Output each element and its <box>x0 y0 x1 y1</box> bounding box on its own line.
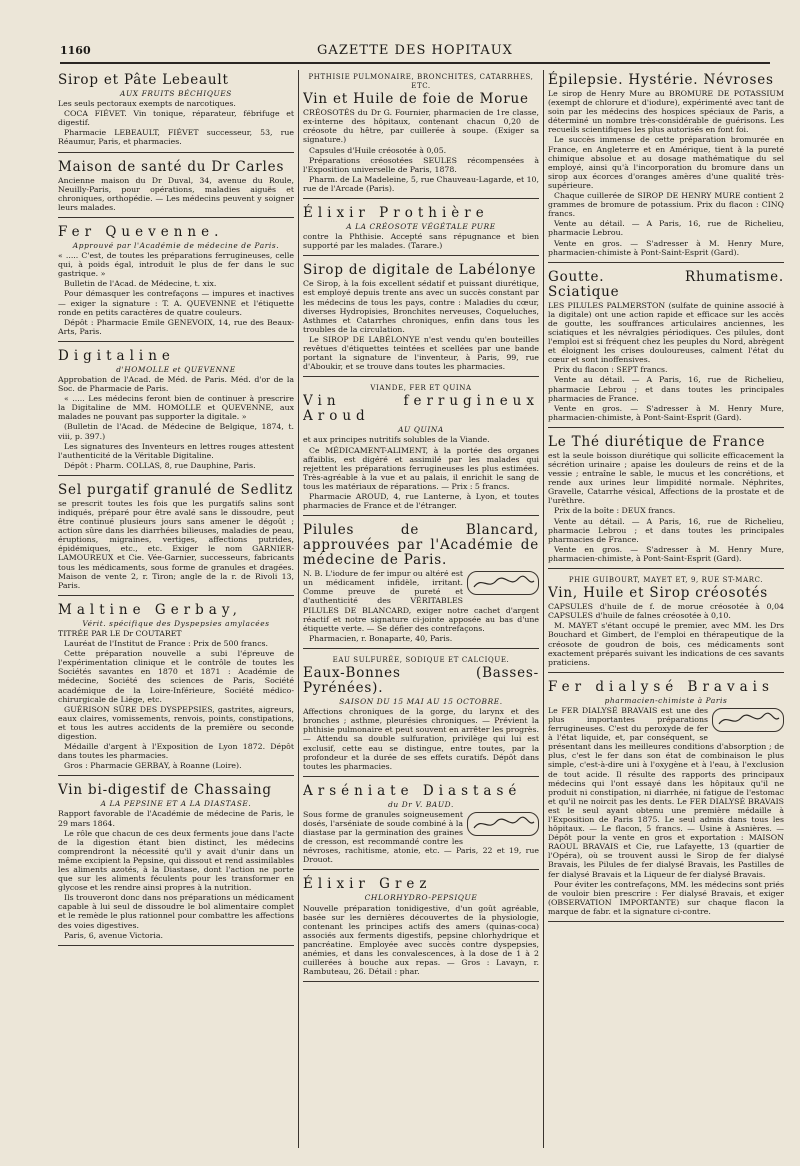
ad-paragraph: COCA FIÉVET. Vin tonique, réparateur, fébrifuge et digestif. <box>58 109 294 128</box>
ad-title: Maison de santé du Dr Carles <box>58 158 285 175</box>
journal-title: GAZETTE DES HOPITAUX <box>317 43 513 58</box>
ad-paragraph: Le sirop de Henry Mure au BROMURE DE POTASSIUM (exempt de chlorure et d'iodure), expérimenté avec tant de soin par les médecins des hospices spéciaux de Paris, a déterminé un nombre très-considérable de guérisons. Les recueils scientifiques les plus autorisés en font foi. <box>548 89 784 135</box>
ad-paragraph: TITRÉE PAR LE Dr COUTARET <box>58 628 182 638</box>
ad-kicker: PHIE GUIBOURT, MAYET ET, 9, RUE ST-MARC. <box>568 576 764 585</box>
ad-title: Maltine Gerbay, <box>58 601 242 618</box>
ad-paragraph: Lauréat de l'Institut de France : Prix de 500 francs. <box>64 639 269 649</box>
ad-paragraph: GUÉRISON SÛRE DES DYSPEPSIES, gastrites, aigreurs, eaux claires, vomissements, renvois, points, constipations, et tous les autres accidents de la première ou seconde digestion. <box>58 704 294 741</box>
ad-paragraph: (Bulletin de l'Acad. de Médecine de Belgique, 1874, t. viii, p. 397.) <box>58 422 294 441</box>
advertisement <box>58 222 294 342</box>
advertisement <box>548 573 784 673</box>
ad-title: Sirop de digitale de Labélonye <box>303 262 537 279</box>
ad-subtitle: SAISON DU 15 MAI AU 15 OCTOBRE. <box>339 697 503 707</box>
ad-paragraph: Ancienne maison du Dr Duval, 34, avenue du Roule, Neuilly-Paris, pour opérations, maladies aiguës et chroniques, orthopédie. — Les médecins peuvent y soigner leurs malades. <box>58 175 294 212</box>
ad-paragraph: et aux principes nutritifs solubles de la Viande. <box>303 435 490 445</box>
advertisement <box>303 781 539 871</box>
ad-title: Eaux-Bonnes (Basses-Pyrénées). <box>303 665 539 697</box>
signature-stamp-icon <box>467 812 539 836</box>
ad-subtitle: du Dr V. BAUD. <box>388 799 454 809</box>
advertisement <box>58 70 294 153</box>
advertisement <box>303 70 539 199</box>
column-divider <box>543 70 544 1148</box>
ad-paragraph: Sous forme de granules soigneusement dosés, l'arséniate de soude combiné à la diastase par la germination des graines de cresson, est recommandé contre les névroses, rachitisme, atonie, etc. — Paris, 22 et 19, rue Drouot. <box>303 809 539 865</box>
ad-paragraph: Vente au détail. — A Paris, 16, rue de Richelieu, pharmacie Lebrou. <box>548 219 784 238</box>
ad-subtitle: Vérit. spécifique des Dyspepsies amylacées <box>82 618 270 628</box>
ad-paragraph: Le succès immense de cette préparation bromurée en France, en Angleterre et en Amérique, tient à la pureté chimique absolue et au dosage mathématique du sel employé, ainsi qu'à l'incorporation du bromure dans un sirop aux écorces d'oranges amères d'une qualité très-supérieure. <box>548 135 784 190</box>
advertisement <box>303 381 539 516</box>
ad-paragraph: Vente en gros. — S'adresser à M. Henry Mure, pharmacien-chimiste, à Pont-Saint-Esprit (Gard). <box>548 544 784 563</box>
advertisement <box>303 520 539 649</box>
ad-paragraph: CRÉOSOTÉS du Dr G. Fournier, pharmacien de 1re classe, ex-interne des hôpitaux, contenant chacun 0,20 de créosote du hêtre, par cuillerée à soupe. (Exiger sa signature.) <box>303 108 539 145</box>
ad-paragraph: Ils trouveront donc dans nos préparations un médicament capable à lui seul de dissoudre le bol alimentaire complet et le remède le plus rationnel pour combattre les affections des voies digestives. <box>58 893 294 930</box>
ad-paragraph: Pour démasquer les contrefaçons — impures et inactives — exiger la signature : T. A. QUEVENNE et l'étiquette ronde en petits caractères de quatre couleurs. <box>58 289 294 317</box>
advertisement <box>303 874 539 982</box>
advertisement <box>58 780 294 945</box>
column-1 <box>58 70 294 1148</box>
ad-paragraph: est la seule boisson diurétique qui sollicite efficacement la sécrétion urinaire ; apaise les douleurs de reins et de la vessie ; entraîne le sable, le mucus et les concrétions, et rende aux urines leur limpidité normale. Néphrites, Gravelle, Catarrhe vésical, Affections de la prostate et de l'urèthre. <box>548 450 784 506</box>
advertisement <box>548 677 784 922</box>
ad-paragraph: Gros : Pharmacie GERBAY, à Roanne (Loire). <box>64 761 242 771</box>
signature-stamp-icon <box>712 708 784 732</box>
ad-paragraph: Pharmacie LEBEAULT, FIÉVET successeur, 53, rue Réaumur, Paris, et pharmacies. <box>58 128 294 147</box>
ad-paragraph: Capsules d'Huile créosotée à 0,05. <box>309 145 447 155</box>
ad-kicker: VIANDE, FER ET QUINA <box>370 384 472 393</box>
advertisement <box>548 267 784 428</box>
ad-subtitle: A LA CRÉOSOTE VÉGÉTALE PURE <box>346 222 496 232</box>
ad-title: Vin, Huile et Sirop créosotés <box>548 585 769 602</box>
ad-title: Pilules de Blancard, approuvées par l'Académie de médecine de Paris. <box>303 522 539 569</box>
ad-paragraph: Ce MÉDICAMENT-ALIMENT, à la portée des organes affaiblis, est digéré et assimilé par les malades qui rejettent les préparations ferrugineuses les plus estimées. Très-agréable à la vue et au palais, il enrichit le sang de tous les matériaux de réparations. — Prix : 5 francs. <box>303 445 539 491</box>
ad-paragraph: Le FER DIALYSÉ BRAVAIS est une des plus importantes préparations ferrugineuses. C'est du peroxyde de fer à l'état liquide, et, par conséquent, se présentant dans les meilleures conditions d'absorption ; de plus, c'est le fer dans son état de combinaison le plus simple, c'est-à-dire uni à l'oxygène et à l'eau, à l'exclusion de tout acide. Il résulte des rapports des principaux médecins qui l'ont essayé dans les hôpitaux qu'il ne produit ni constipation, ni diarrhée, ni fatigue de l'estomac et qu'il ne noircit pas les dents. Le FER DIALYSÉ BRAVAIS est le seul ayant obtenu une première médaille à l'Exposition de Paris 1875. Le seul admis dans tous les hôpitaux. — Le flacon, 5 francs. — Usine à Asnières. — Dépôt pour la vente en gros et exportation : MAISON RAOUL BRAVAIS et Cie, rue Lafayette, 13 (quartier de l'Opéra), où se trouvent aussi le Sirop de fer dialysé Bravais, les Pilules de fer dialysé Bravais, les Pastilles de fer dialysé Bravais et la Liqueur de fer dialysé Bravais. <box>548 705 784 879</box>
ad-paragraph: Médaille d'argent à l'Exposition de Lyon 1872. Dépôt dans toutes les pharmacies. <box>58 742 294 761</box>
ad-title: Goutte. Rhumatisme. Sciatique <box>548 268 784 300</box>
ad-paragraph: « ..... Les médecins feront bien de continuer à prescrire la Digitaline de MM. HOMOLLE et QUEVENNE, aux malades ne pouvant pas supporter la digitale. » <box>58 394 294 422</box>
ad-title: Épilepsie. Hystérie. Névroses <box>548 72 774 88</box>
ad-subtitle: Approuvé par l'Académie de médecine de Paris. <box>72 240 280 250</box>
column-3 <box>548 70 784 1148</box>
signature-stamp-icon <box>467 571 539 595</box>
ad-paragraph: Pour éviter les contrefaçons, MM. les médecins sont priés de vouloir bien prescrire : Fer dialysé Bravais, et exiger (OBSERVATION IMPORTANTE) sur chaque flacon la marque de fabr. et la signature ci-contre. <box>548 879 784 916</box>
ad-paragraph: Cette préparation nouvelle a subi l'épreuve de l'expérimentation clinique et le contrôle de toutes les Sociétés savantes en 1870 et 1871 : Académie de médecine, Société des sciences de Paris, Société académique de la Loire-Inférieure, Société médico-chirurgicale de Liége, etc. <box>58 649 294 704</box>
ad-paragraph: Préparations créosotées SEULES récompensées à l'Exposition universelle de Paris, 1878. <box>303 155 539 174</box>
ad-paragraph: Prix de la boîte : DEUX francs. <box>554 506 676 516</box>
ad-paragraph: Vente au détail. — A Paris, 16, rue de Richelieu, pharmacie Lebrou ; et dans toutes les principales pharmacies de France. <box>548 375 784 403</box>
ad-paragraph: Vente en gros. — S'adresser à M. Henry Mure, pharmacien-chimiste, à Pont-Saint-Esprit (Gard). <box>548 403 784 422</box>
ad-title: Sirop et Pâte Lebeault <box>58 72 229 88</box>
ad-paragraph: Rapport favorable de l'Académie de médecine de Paris, le 29 mars 1864. <box>58 809 294 828</box>
ad-paragraph: Paris, 6, avenue Victoria. <box>64 930 163 940</box>
ad-paragraph: Chaque cuillerée de SIROP DE HENRY MURE contient 2 grammes de bromure de potassium. Prix du flacon : CINQ francs. <box>548 191 784 219</box>
ad-title: Vin ferrugineux Aroud <box>303 393 539 425</box>
ad-title: Fer Quevenne. <box>58 223 224 240</box>
ad-subtitle: AUX FRUITS BÉCHIQUES <box>120 89 232 98</box>
advertisement <box>303 653 539 777</box>
ad-paragraph: Affections chroniques de la gorge, du larynx et des bronches ; asthme, pleurésies chroniques. — Prévient la phthisie pulmonaire et peut souvent en arrêter les progrès. — Attendu sa double sulfuration, privilège qui lui est exclusif, cette eau se distingue, entre toutes, par la profondeur et la durée de ses effets curatifs. Dépôt dans toutes les pharmacies. <box>303 707 539 771</box>
advertisement <box>303 203 539 256</box>
ad-title: Digitaline <box>58 347 175 364</box>
advertisement <box>58 346 294 476</box>
ad-paragraph: Le SIROP DE LABÉLONYE n'est vendu qu'en bouteilles revêtues d'étiquettes teintées et scellées par une bande portant la signature de l'inventeur, à Paris, 99, rue d'Aboukir, et se trouve dans toutes les pharmacies. <box>303 334 539 372</box>
ad-paragraph: Les seuls pectoraux exempts de narcotiques. <box>58 99 236 109</box>
advertisement <box>58 157 294 218</box>
ad-title: Élixir Grez <box>303 876 432 893</box>
advertisement <box>303 260 539 377</box>
ad-title: Arséniate Diastasé <box>303 782 522 799</box>
ad-subtitle: pharmacien-chimiste à Paris <box>604 695 728 705</box>
ad-paragraph: LES PILULES PALMERSTON (sulfate de quinine associé à la digitale) ont une action rapide et efficace sur les accès de goutte, les souffrances articulaires anciennes, les sciatiques et les névralgies périodiques. Ces pilules, dont l'emploi est si fréquent chez les peuples du Nord, abrègent et éloignent les crises douloureuses, calment l'état du cœur et sont inoffensives. <box>548 300 784 365</box>
ad-paragraph: Vente au détail. — A Paris, 16, rue de Richelieu, pharmacie Lebrou ; et dans toutes les principales pharmacies de France. <box>548 516 784 544</box>
ad-title: Le Thé diurétique de France <box>548 433 766 450</box>
ad-paragraph: Dépôt : Pharmacie Emile GENEVOIX, 14, rue des Beaux-Arts, Paris. <box>58 317 294 336</box>
ad-paragraph: Prix du flacon : SEPT francs. <box>554 365 668 375</box>
ad-title: Sel purgatif granulé de Sedlitz <box>58 481 294 498</box>
advertisement <box>58 480 294 596</box>
advertisement <box>548 70 784 263</box>
ad-subtitle: d'HOMOLLE et QUEVENNE <box>116 364 236 374</box>
ad-paragraph: Nouvelle préparation tonidigestive, d'un goût agréable, basée sur les dernières découvertes de la physiologie, contenant les principes actifs des amers (quinas-coca) associés aux ferments digestifs, pepsine chlorhydrique et pancréatine. Employée avec succès contre dyspepsies, anémies, et dans les convalescences, à la dose de 1 à 2 cuillerées à bouche aux repas. — Gros : Lavayn, r. Rambuteau, 26. Détail : phar. <box>303 903 539 977</box>
ad-subtitle: CHLORHYDRO-PEPSIQUE <box>364 893 478 903</box>
ad-paragraph: M. MAYET s'étant occupé le premier, avec MM. les Drs Bouchard et Gimbert, de l'emploi en thérapeutique de la créosote de goudron de bois, ces médicaments sont exactement préparés suivant les indications de ces savants praticiens. <box>548 621 784 667</box>
ad-paragraph: se prescrit toutes les fois que les purgatifs salins sont indiqués, préparé pour être avalé sans le dissoudre, peut être continué plusieurs jours sans amener le dégoût ; action sûre dans les diarrhées bilieuses, maladies de peau, éruptions, migraines, vertiges, affections putrides, épidémiques, etc., etc. Exiger le nom GARNIER-LAMOUREUX et Cie. Vée-Garnier, successeurs, fabricants tous les médicaments, sous forme de granules et dragées. Maison de vente 2, r. Tiron; angle de la r. de Rivoli 13, Paris. <box>58 498 294 590</box>
ad-kicker: PHTHISIE PULMONAIRE, BRONCHITES, CATARRHES, ETC. <box>308 73 534 91</box>
ad-paragraph: Approbation de l'Acad. de Méd. de Paris. Méd. d'or de la Soc. de Pharmacie de Paris. <box>58 374 294 394</box>
ad-paragraph: Les signatures des Inventeurs en lettres rouges attestent l'authenticité de la Véritable Digitaline. <box>58 441 294 460</box>
page-header <box>60 40 770 64</box>
ad-subtitle: AU QUINA <box>398 425 444 435</box>
ad-title: Vin et Huile de foie de Morue <box>303 91 529 108</box>
ad-paragraph: Pharm. de La Madeleine, 5, rue Chauveau-Lagarde, et 10, rue de l'Arcade (Paris). <box>303 174 539 193</box>
ad-title: Élixir Prothière <box>303 205 489 222</box>
ad-paragraph: Bulletin de l'Acad. de Médecine, t. xix. <box>64 279 217 289</box>
ad-paragraph: Pharmacie AROUD, 4, rue Lanterne, à Lyon, et toutes pharmacies de France et de l'étranger. <box>303 492 539 511</box>
ad-paragraph: Ce Sirop, à la fois excellent sédatif et puissant diurétique, est employé depuis trente ans avec un succès constant par les médecins de tous les pays, contre : Maladies du cœur, diverses Hydropisies, Bronchites nerveuses, Coqueluches, Asthmes et Catarrhes chroniques, enfin dans tous les troubles de la circulation. <box>303 279 539 334</box>
ad-title: Fer dialysé Bravais <box>548 678 774 695</box>
ad-title: Vin bi-digestif de Chassaing <box>58 782 272 799</box>
ad-kicker: EAU SULFURÉE, SODIQUE ET CALCIQUE. <box>332 655 510 664</box>
ad-paragraph: Le rôle que chacun de ces deux ferments joue dans l'acte de la digestion étant bien distinct, les médecins comprendront la nécessité qu'il y avait d'unir dans un même excipient la Pepsine, qui dissout et rend assimilables les aliments azotés, à la Diastase, dont l'action ne porte que sur les aliments féculents pour les transformer en glycose et les rendre ainsi propres à la nutrition. <box>58 828 294 893</box>
advertisement <box>58 600 294 777</box>
column-divider <box>298 70 299 1148</box>
page-number: 1160 <box>60 44 91 57</box>
ad-paragraph: Dépôt : Pharm. COLLAS, 8, rue Dauphine, Paris. <box>64 460 256 470</box>
ad-paragraph: N. B. L'iodure de fer impur ou altéré est un médicament infidèle, irritant. Comme preuve de pureté et d'authenticité des VÉRITABLES PILULES DE BLANCARD, exiger notre cachet d'argent réactif et notre signature ci-jointe apposée au bas d'une étiquette verte. — Se défier des contrefaçons. <box>303 569 539 633</box>
ad-paragraph: Vente en gros. — S'adresser à M. Henry Mure, pharmacien-chimiste à Pont-Saint-Esprit (Gard). <box>548 238 784 257</box>
ad-paragraph: « ..... C'est, de toutes les préparations ferrugineuses, celle qui, à poids égal, introduit le plus de fer dans le suc gastrique. » <box>58 251 294 279</box>
column-2 <box>303 70 539 1148</box>
ad-paragraph: Pharmacien, r. Bonaparte, 40, Paris. <box>309 633 453 643</box>
ad-paragraph: contre la Phthisie. Accepté sans répugnance et bien supporté par les malades. (Tarare.) <box>303 232 539 251</box>
advertisement <box>548 432 784 569</box>
ad-paragraph: CAPSULES d'huile de f. de morue créosotée à 0,04 CAPSULES d'huile de falnes créosotée à 0,10. <box>548 602 784 621</box>
ad-subtitle: A LA PEPSINE ET A LA DIASTASE. <box>100 799 252 809</box>
